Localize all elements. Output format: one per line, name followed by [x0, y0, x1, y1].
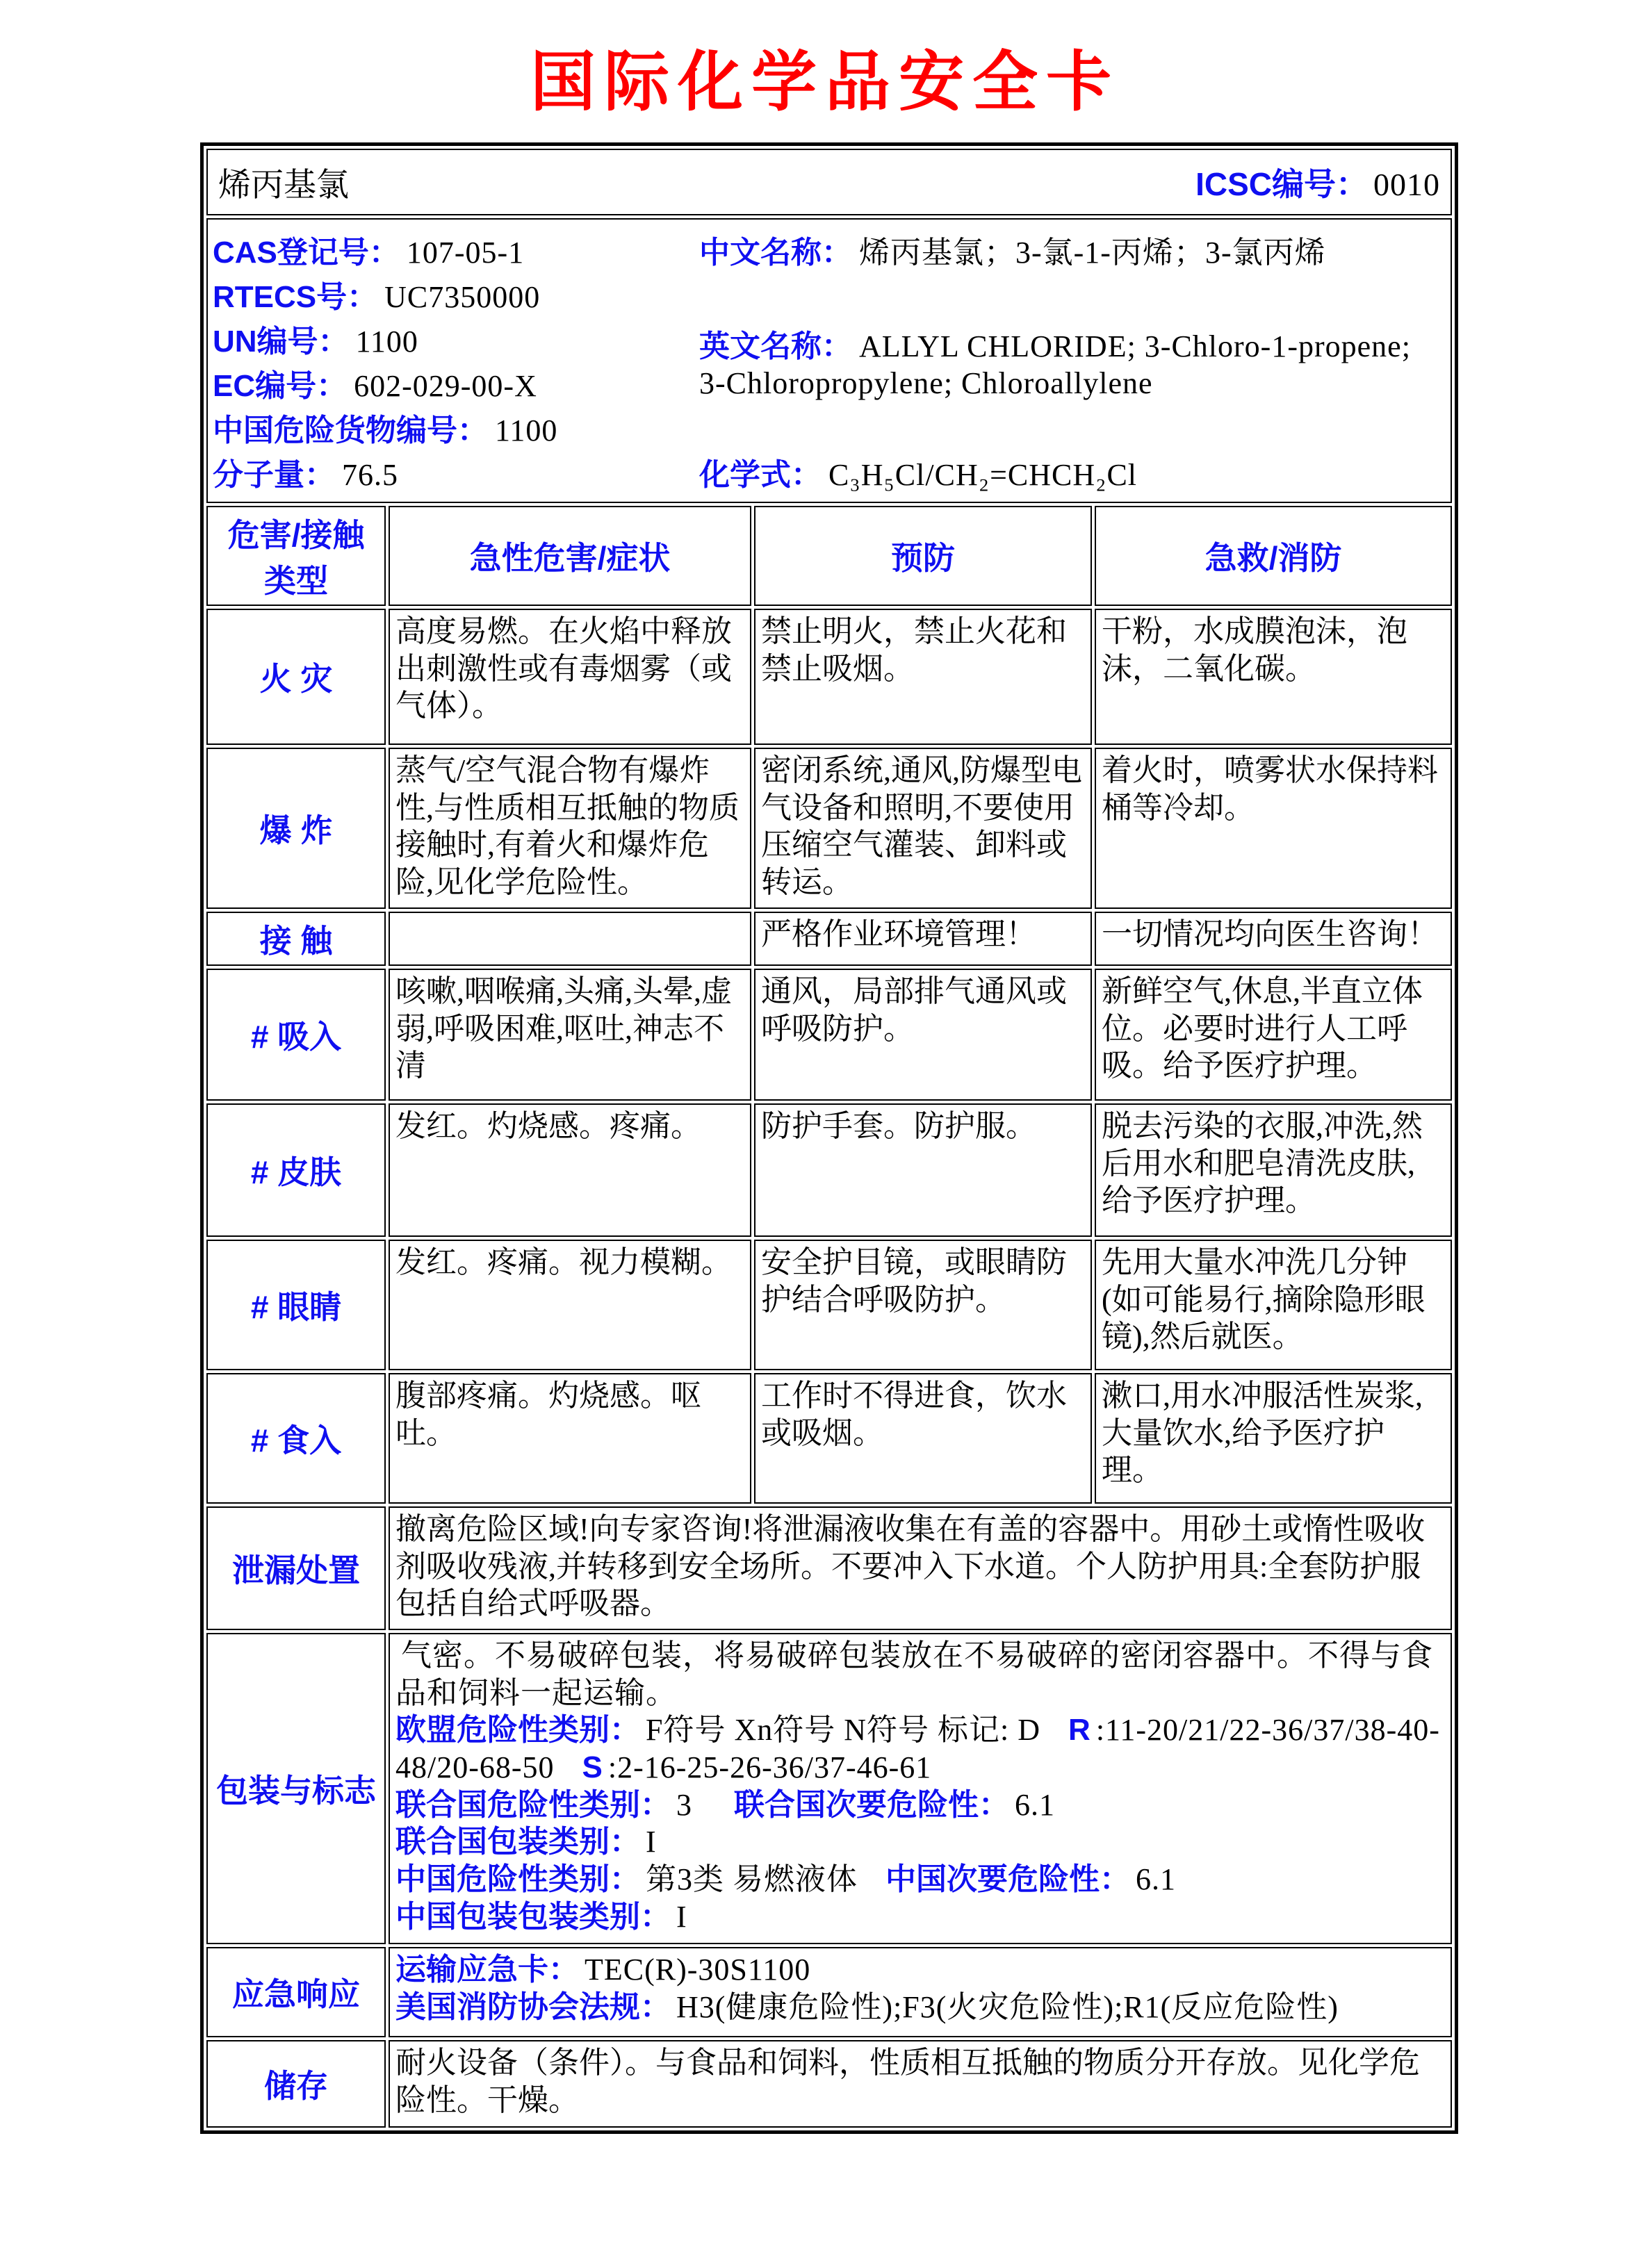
packaging-intro-text: 气密。不易破碎包装，将易破碎包装放在不易破碎的密闭容器中。不得与食品和饲料一起运输。	[395, 1638, 1433, 1710]
formula-line	[699, 450, 1446, 494]
un-pack-value: I	[646, 1825, 657, 1859]
eu-class-label: 欧盟危险性类别：	[395, 1713, 640, 1748]
cn-pack-label: 中国包装包装类别：	[395, 1899, 671, 1934]
nfpa-value: H3(健康危险性);F3(火灾危险性);R1(反应危险性)	[676, 1989, 1339, 2024]
skin-prevention: 防护手套。防护服。	[754, 1103, 1092, 1237]
storage-label: 储存	[206, 2040, 386, 2128]
packaging-label: 包装与标志	[206, 1633, 386, 1944]
ingestion-symptoms: 腹部疼痛。灼烧感。呕吐。	[389, 1373, 751, 1504]
inhalation-response: 新鲜空气,休息,半直立体位。必要时进行人工呼吸。给予医疗护理。	[1095, 969, 1452, 1101]
skin-response: 脱去污染的衣服,冲洗,然后用水和肥皂清洗皮肤,给予医疗护理。	[1095, 1103, 1452, 1237]
cn-class-value: 第3类 易燃液体	[646, 1862, 858, 1897]
cas-value: 107-05-1	[406, 236, 525, 270]
chinese-name-value: 烯丙基氯；3-氯-1-丙烯；3-氯丙烯	[859, 236, 1326, 270]
r-phrases-label: R	[1068, 1713, 1091, 1748]
english-name-label: 英文名称：	[699, 329, 852, 363]
eyes-type-label: # 眼睛	[206, 1240, 386, 1370]
tec-label: 运输应急卡：	[395, 1953, 579, 1987]
packaging-cn-line	[395, 1861, 1445, 1898]
packaging-cn-pack-line	[395, 1898, 1445, 1936]
china-dg-label: 中国危险货物编号：	[213, 413, 488, 447]
rtecs-number-line	[213, 272, 699, 316]
chemical-name: 烯丙基氯	[218, 167, 349, 204]
ingestion-prevention: 工作时不得进食，饮水或吸烟。	[754, 1373, 1092, 1504]
spill-row	[206, 1506, 1452, 1630]
s-phrases-value: :2-16-25-26-36/37-46-61	[607, 1750, 932, 1785]
english-name-value: ALLYL CHLORIDE; 3-Chloro-1-propene; 3-Chloropropylene; Chloroallylene	[699, 329, 1411, 400]
hazard-row-exposure	[206, 912, 1452, 966]
header-symptoms: 急性危害/症状	[389, 506, 751, 606]
formula-label: 化学式：	[699, 458, 822, 492]
header-first-aid: 急救/消防	[1095, 506, 1452, 606]
fire-response: 干粉，水成膜泡沫，泡沫，二氧化碳。	[1095, 609, 1452, 745]
ec-value: 602-029-00-X	[354, 369, 537, 403]
tec-value: TEC(R)-30S1100	[585, 1953, 811, 1987]
un-class-label: 联合国危险性类别：	[395, 1787, 671, 1822]
hazard-row-eyes	[206, 1240, 1452, 1370]
r-phrases-value: :11-20/21/22-36/37/38-40-48/20-68-50	[395, 1713, 1440, 1785]
icsc-label: ICSC编号：	[1195, 166, 1369, 202]
exposure-type-label: 接 触	[206, 912, 386, 966]
emergency-content	[389, 1947, 1452, 2037]
spill-text: 撤离危险区域!向专家咨询!将泄漏液收集在有盖的容器中。用砂土或惰性吸收剂吸收残液,并转移到安全场所。不要冲入下水道。个人防护用具:全套防护服包括自给式呼吸器。	[389, 1506, 1452, 1630]
packaging-intro	[395, 1637, 1445, 1711]
fire-prevention: 禁止明火，禁止火花和禁止吸烟。	[754, 609, 1092, 745]
fire-symptoms: 高度易燃。在火焰中释放出刺激性或有毒烟雾（或气体）。	[389, 609, 751, 745]
eyes-response: 先用大量水冲洗几分钟(如可能易行,摘除隐形眼镜),然后就医。	[1095, 1240, 1452, 1370]
rtecs-value: UC7350000	[384, 280, 541, 314]
spill-label: 泄漏处置	[206, 1506, 386, 1630]
cn-pack-value: I	[676, 1899, 687, 1934]
un-subrisk-label: 联合国次要危险性：	[734, 1787, 1009, 1822]
exposure-response: 一切情况均向医生咨询！	[1095, 912, 1452, 966]
inhalation-symptoms: 咳嗽,咽喉痛,头痛,头晕,虚弱,呼吸困难,呕吐,神志不清	[389, 969, 751, 1101]
storage-row	[206, 2040, 1452, 2128]
eu-class-value: F符号 Xn符号 N符号 标记: D	[646, 1713, 1041, 1748]
skin-symptoms: 发红。灼烧感。疼痛。	[389, 1103, 751, 1237]
identity-cell	[206, 218, 1452, 503]
explosion-prevention: 密闭系统,通风,防爆型电气设备和照明,不要使用压缩空气灌装、卸料或转运。	[754, 748, 1092, 909]
icsc-number	[1195, 159, 1440, 205]
fire-type-label: 火 灾	[206, 609, 386, 745]
ec-label: EC编号：	[213, 369, 348, 403]
hazard-row-fire	[206, 609, 1452, 745]
cas-number-line	[213, 227, 699, 272]
emergency-label: 应急响应	[206, 1947, 386, 2037]
inhalation-prevention: 通风，局部排气通风或呼吸防护。	[754, 969, 1092, 1101]
ingestion-response: 漱口,用水冲服活性炭浆,大量饮水,给予医疗护理。	[1095, 1373, 1452, 1504]
eyes-prevention: 安全护目镜，或眼睛防护结合呼吸防护。	[754, 1240, 1092, 1370]
page-title: 国际化学品安全卡	[530, 45, 1120, 118]
un-label: UN编号：	[213, 324, 349, 359]
exposure-symptoms	[389, 912, 751, 966]
explosion-response: 着火时，喷雾状水保持料桶等冷却。	[1095, 748, 1452, 909]
header-hazard-type: 危害/接触类型	[206, 506, 386, 606]
cas-label: CAS登记号：	[213, 236, 400, 270]
storage-text: 耐火设备（条件）。与食品和饲料，性质相互抵触的物质分开存放。见化学危险性。干燥。	[389, 2040, 1452, 2128]
name-row	[206, 149, 1452, 215]
name-row-cell	[206, 149, 1452, 215]
un-subrisk-value: 6.1	[1015, 1787, 1055, 1822]
hazard-row-ingestion	[206, 1373, 1452, 1504]
tec-line	[395, 1951, 1445, 1989]
chinese-name-line	[699, 227, 1446, 272]
cn-subrisk-value: 6.1	[1136, 1862, 1176, 1897]
english-name-line	[699, 321, 1446, 401]
chinese-name-label: 中文名称：	[699, 236, 852, 270]
identity-right-column	[699, 227, 1446, 494]
packaging-un-pack-line	[395, 1823, 1445, 1861]
explosion-symptoms: 蒸气/空气混合物有爆炸性,与性质相互抵触的物质接触时,有着火和爆炸危险,见化学危险性。	[389, 748, 751, 909]
un-pack-label: 联合国包装类别：	[395, 1825, 640, 1859]
s-phrases-label: S	[582, 1750, 603, 1785]
ec-number-line	[213, 361, 699, 405]
safety-card-table	[200, 142, 1458, 2134]
molecular-weight-value: 76.5	[342, 458, 398, 492]
cn-class-label: 中国危险性类别：	[395, 1862, 640, 1897]
packaging-eu-line	[395, 1711, 1445, 1786]
cn-subrisk-label: 中国次要危险性：	[885, 1862, 1130, 1897]
identity-row	[206, 218, 1452, 503]
un-class-value: 3	[676, 1787, 692, 1822]
rtecs-label: RTECS号：	[213, 280, 378, 314]
un-number-line	[213, 316, 699, 361]
eyes-symptoms: 发红。疼痛。视力模糊。	[389, 1240, 751, 1370]
un-value: 1100	[355, 324, 418, 359]
exposure-prevention: 严格作业环境管理！	[754, 912, 1092, 966]
formula-value: C₃H₅Cl/CH₂=CHCH₂Cl	[828, 458, 1138, 492]
emergency-row	[206, 1947, 1452, 2037]
packaging-content	[389, 1633, 1452, 1944]
header-prevention: 预防	[754, 506, 1092, 606]
nfpa-line	[395, 1989, 1445, 2026]
hazard-row-skin	[206, 1103, 1452, 1237]
inhalation-type-label: # 吸入	[206, 969, 386, 1101]
hazard-row-inhalation	[206, 969, 1452, 1101]
skin-type-label: # 皮肤	[206, 1103, 386, 1237]
icsc-value: 0010	[1373, 167, 1441, 202]
china-dg-value: 1100	[495, 413, 558, 447]
china-dg-number-line	[213, 405, 699, 450]
identity-left-column	[213, 227, 699, 494]
packaging-row	[206, 1633, 1452, 1944]
hazard-header-row	[206, 506, 1452, 606]
ingestion-type-label: # 食入	[206, 1373, 386, 1504]
explosion-type-label: 爆 炸	[206, 748, 386, 909]
molecular-weight-label: 分子量：	[213, 458, 335, 492]
nfpa-label: 美国消防协会法规：	[395, 1989, 671, 2024]
molecular-weight-line	[213, 450, 699, 494]
packaging-un-line	[395, 1786, 1445, 1824]
hazard-row-explosion	[206, 748, 1452, 909]
